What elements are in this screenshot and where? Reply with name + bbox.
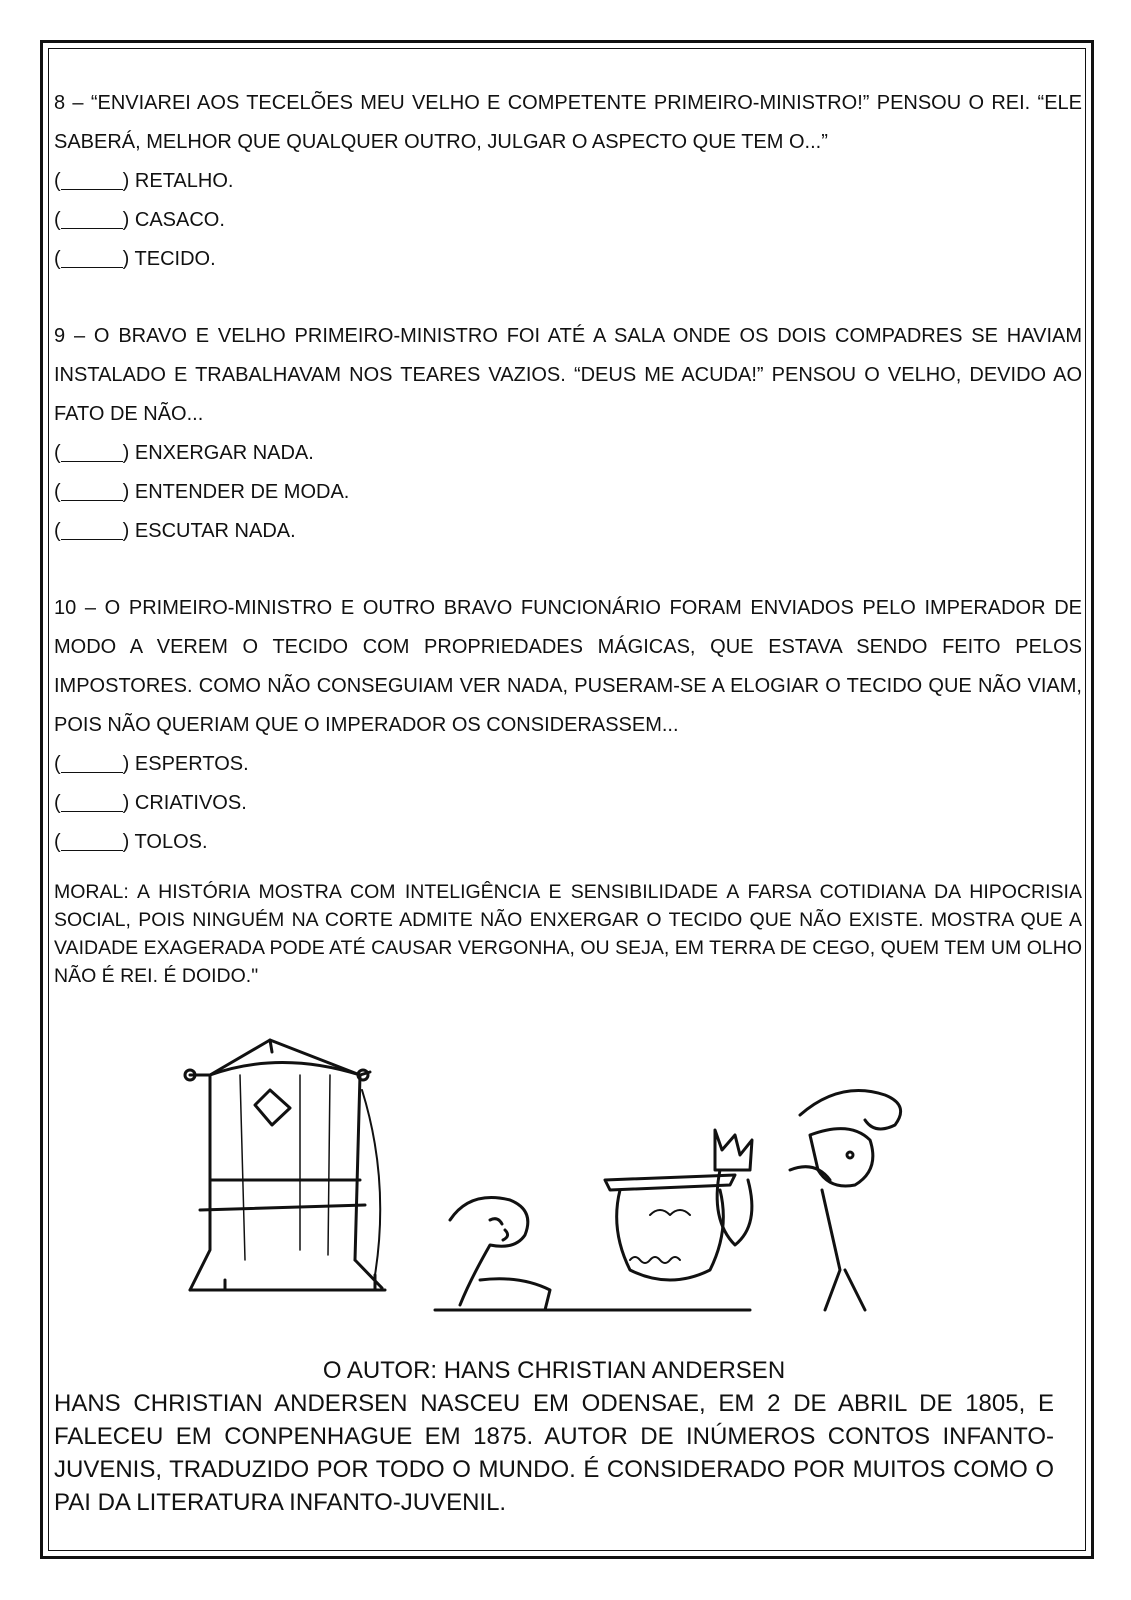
answer-blank[interactable] — [61, 521, 123, 540]
question-8-text: 8 – “ENVIAREI AOS TECELÕES MEU VELHO E COMPETENTE PRIMEIRO-MINISTRO!” PENSOU O REI. “ELE SABERÁ, MELHOR QUE QUALQUER OUTRO, JULGAR O ASPECTO QUE TEM O...” — [54, 92, 1082, 153]
courtiers-drawing — [435, 1091, 901, 1311]
answer-blank[interactable] — [61, 832, 123, 851]
answer-blank[interactable] — [61, 171, 123, 190]
answer-blank[interactable] — [61, 793, 123, 812]
question-10-option-1: ( ) ESPERTOS. — [54, 753, 249, 775]
question-9-option-2: ( ) ENTENDER DE MODA. — [54, 481, 350, 503]
question-8-option-1: ( ) RETALHO. — [54, 170, 234, 192]
answer-blank[interactable] — [61, 754, 123, 773]
question-8 — [54, 84, 1082, 279]
question-9-option-3: ( ) ESCUTAR NADA. — [54, 520, 296, 542]
author-text: HANS CHRISTIAN ANDERSEN NASCEU EM ODENSAE, EM 2 DE ABRIL DE 1805, E FALECEU EM CONPENHAGUE EM 1875. AUTOR DE INÚMEROS CONTOS INFANTO-JUVENIS, TRADUZIDO POR TODO O MUNDO. É CONSIDERADO POR MUITOS COMO O PAI DA LITERATURA INFANTO-JUVENIL. — [54, 1390, 1054, 1516]
question-9-option-1: ( ) ENXERGAR NADA. — [54, 442, 314, 464]
question-9-text: 9 – O BRAVO E VELHO PRIMEIRO-MINISTRO FOI ATÉ A SALA ONDE OS DOIS COMPADRES SE HAVIAM INSTALADO E TRABALHAVAM NOS TEARES VAZIOS. “DEUS ME ACUDA!” PENSOU O VELHO, DEVIDO AO FATO DE NÃO... — [54, 325, 1082, 425]
question-10-option-2: ( ) CRIATIVOS. — [54, 792, 247, 814]
loom-drawing — [185, 1040, 385, 1290]
illustration-loom-and-courtiers — [150, 1030, 970, 1330]
question-9 — [54, 317, 1082, 551]
answer-blank[interactable] — [61, 482, 123, 501]
author-section — [54, 1355, 1054, 1519]
worksheet-content — [54, 84, 1082, 990]
question-10-text: 10 – O PRIMEIRO-MINISTRO E OUTRO BRAVO FUNCIONÁRIO FORAM ENVIADOS PELO IMPERADOR DE MODO A VEREM O TECIDO COM PROPRIEDADES MÁGICAS, QUE ESTAVA SENDO FEITO PELOS IMPOSTORES. COMO NÃO CONSEGUIAM VER NADA, PUSERAM-SE A ELOGIAR O TECIDO QUE NÃO VIAM, POIS NÃO QUERIAM QUE O IMPERADOR OS CONSIDERASSEM... — [54, 597, 1082, 736]
question-8-option-2: ( ) CASACO. — [54, 209, 225, 231]
author-title: O AUTOR: HANS CHRISTIAN ANDERSEN — [322, 1357, 786, 1384]
question-10-option-3: ( ) TOLOS. — [54, 831, 208, 853]
moral-text: MORAL: A HISTÓRIA MOSTRA COM INTELIGÊNCIA E SENSIBILIDADE A FARSA COTIDIANA DA HIPOCRISIA SOCIAL, POIS NINGUÉM NA CORTE ADMITE NÃO ENXERGAR O TECIDO QUE NÃO EXISTE. MOSTRA QUE A VAIDADE EXAGERADA PODE ATÉ CAUSAR VERGONHA, OU SEJA, EM TERRA DE CEGO, QUEM TEM UM OLHO NÃO É REI. É DOIDO." — [54, 881, 1082, 987]
question-8-option-3: ( ) TECIDO. — [54, 248, 216, 270]
answer-blank[interactable] — [61, 443, 123, 462]
question-10 — [54, 589, 1082, 862]
answer-blank[interactable] — [61, 210, 123, 229]
answer-blank[interactable] — [61, 249, 123, 268]
